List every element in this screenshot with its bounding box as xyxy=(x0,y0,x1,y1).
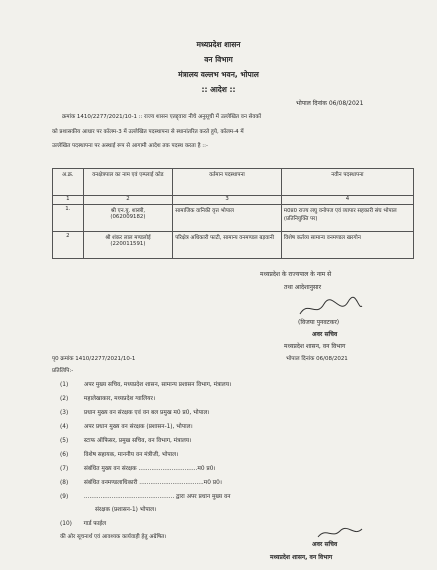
copy-item xyxy=(60,394,155,402)
row-sno: 2 xyxy=(53,232,84,259)
copy-item xyxy=(60,478,222,486)
row-sno: 1. xyxy=(53,205,84,232)
govt-heading: मध्यप्रदेश शासन xyxy=(196,40,241,49)
copy-item xyxy=(60,408,210,416)
copy-item-continued xyxy=(95,505,156,513)
order-ref-line: क्रमांक 1410/2277/2021/10-1 :: राज्य शासन एतद्द्वारा नीचे अनुसूची में उल्लेखित वन सेवकों xyxy=(62,114,262,120)
employee-code: (062009182) xyxy=(110,214,146,220)
governor-line: मध्यप्रदेश के राज्यपाल के नाम से xyxy=(260,271,332,278)
signatory-designation: अवर सचिव xyxy=(312,331,338,338)
table-row xyxy=(53,232,414,259)
order-title: :: आदेश :: xyxy=(201,85,236,94)
copy-item-text: विशेष सहायक, माननीय वन मंत्रीजी, भोपाल। xyxy=(83,452,179,458)
endorsement-date: भोपाल दिनांक 06/08/2021 xyxy=(286,356,348,362)
forwarding-note: की ओर सूचनार्थ एवं आवश्यक कार्यवाही हेतु अग्रेषित। xyxy=(60,534,167,540)
copy-item-text: संबंधित वनमण्डलाधिकारी ...................................म0 प्र0। xyxy=(83,480,222,486)
dept-heading: वन विभाग xyxy=(204,55,233,64)
column-number: 3 xyxy=(173,196,282,205)
signature-mark xyxy=(316,525,366,541)
row-current-posting: सामाजिक वानिकी वृत्त भोपाल xyxy=(173,205,282,232)
employee-code: (220011591) xyxy=(110,241,146,247)
col-header-sno: अ.क्र. xyxy=(53,169,84,196)
copy-item-num: (4) xyxy=(60,424,69,430)
signatory-dept: मध्यप्रदेश शासन, वन विभाग xyxy=(284,343,346,350)
col-header-current: वर्तमान पदस्थापना xyxy=(173,169,282,196)
col-header-name: वनक्षेत्रपाल का नाम एवं एम्प्लाई कोड xyxy=(83,169,173,196)
endorsement-ref: पृ0 क्रमांक 1410/2277/2021/10-1 xyxy=(52,356,136,362)
signatory-name: (विजया पुनवटकर) xyxy=(298,319,340,326)
order-body-line: उल्लेखित पदस्थापना पर अस्थाई रूप से आगामी आदेश तक पदस्थ करता है ::- xyxy=(52,143,208,149)
column-number: 1 xyxy=(53,196,84,205)
copy-item-num: (8) xyxy=(60,480,69,486)
column-number-row xyxy=(53,196,414,205)
column-number: 2 xyxy=(83,196,173,205)
table-row xyxy=(53,205,414,232)
copy-item-num: (7) xyxy=(60,466,69,472)
copy-item-text: अपर मुख्य सचिव, मध्यप्रदेश शासन, सामान्य प्रशासन विभाग, मंत्रालय। xyxy=(83,382,232,388)
office-heading: मंत्रालय वल्लभ भवन, भोपाल xyxy=(178,70,259,79)
row-new-posting: म0प्र0 राज्य लघु वनोपज एवं व्यापार सहकारी संघ भोपाल (प्रतिनियुक्ति पर) xyxy=(281,205,413,232)
employee-name: श्री एन.यु. शास्त्री, xyxy=(110,208,146,214)
copy-item xyxy=(60,436,191,444)
order-body-line: को प्रशासकीय आधार पर कॉलम-3 में उल्लेखित पदस्थापना से स्थानांतरित करते हुये, कॉलम-4 में xyxy=(52,129,244,135)
copy-item xyxy=(60,380,231,388)
copy-item-num: (9) xyxy=(60,494,69,500)
copy-item-text: गार्ड फाईल xyxy=(83,521,107,527)
copy-item xyxy=(60,422,193,430)
table-header-row xyxy=(53,169,414,196)
copy-item-num: (6) xyxy=(60,452,69,458)
copy-item xyxy=(60,450,178,458)
copy-item-num: (1) xyxy=(60,382,69,388)
copy-item-num: (5) xyxy=(60,438,69,444)
copy-item-text: संरक्षक (प्रशासन-1) भोपाल। xyxy=(95,507,157,513)
order-date: भोपाल दिनांक 06/08/2021 xyxy=(296,100,364,107)
row-new-posting: विशेष कर्तव्य सामान्य वनमण्डल खरगोन xyxy=(281,232,413,259)
copy-item xyxy=(60,492,230,500)
row-current-posting: परिक्षेत्र अधिकारी फाटी, सामान्य वनमण्डल बड़वानी xyxy=(173,232,282,259)
copy-item-text: महालेखाकार, मध्यप्रदेश ग्वालियर। xyxy=(83,396,156,402)
signatory2-dept: मध्यप्रदेश शासन, वन विभाग xyxy=(270,554,333,561)
employee-name: श्री शंकर लाल मण्डलोई xyxy=(105,235,151,241)
copy-item xyxy=(60,519,106,527)
copy-item-text: स्टाफ ऑफिसर, प्रमुख सचिव, वन विभाग, मंत्रालय। xyxy=(83,438,192,444)
transfer-table xyxy=(52,168,414,259)
copy-item-text: ................................................. द्वारा अपर प्रधान मुख्य वन xyxy=(83,494,231,500)
copy-item-num: (10) xyxy=(60,521,72,527)
copy-item-text: अपर प्रधान मुख्य वन संरक्षक (प्रशासन-1), भोपाल। xyxy=(83,424,193,430)
copy-item-num: (2) xyxy=(60,396,69,402)
copy-item xyxy=(60,464,216,472)
copy-item-text: प्रधान मुख्य वन संरक्षक एवं वन बल प्रमुख म0 प्र0, भोपाल। xyxy=(83,410,210,416)
signatory2-designation: अवर सचिव xyxy=(312,541,338,548)
column-number: 4 xyxy=(281,196,413,205)
order-authority-line: तथा आदेशानुसार xyxy=(284,284,322,291)
col-header-new: नवीन पदस्थापना xyxy=(281,169,413,196)
copy-item-text: संबंधित मुख्य वन संरक्षक ................................म0 प्र0। xyxy=(83,466,216,472)
copy-to-label: प्रतिलिपि:- xyxy=(52,368,74,374)
row-name-cell xyxy=(83,205,173,232)
row-name-cell xyxy=(83,232,173,259)
signature-mark xyxy=(296,296,366,320)
copy-item-num: (3) xyxy=(60,410,69,416)
